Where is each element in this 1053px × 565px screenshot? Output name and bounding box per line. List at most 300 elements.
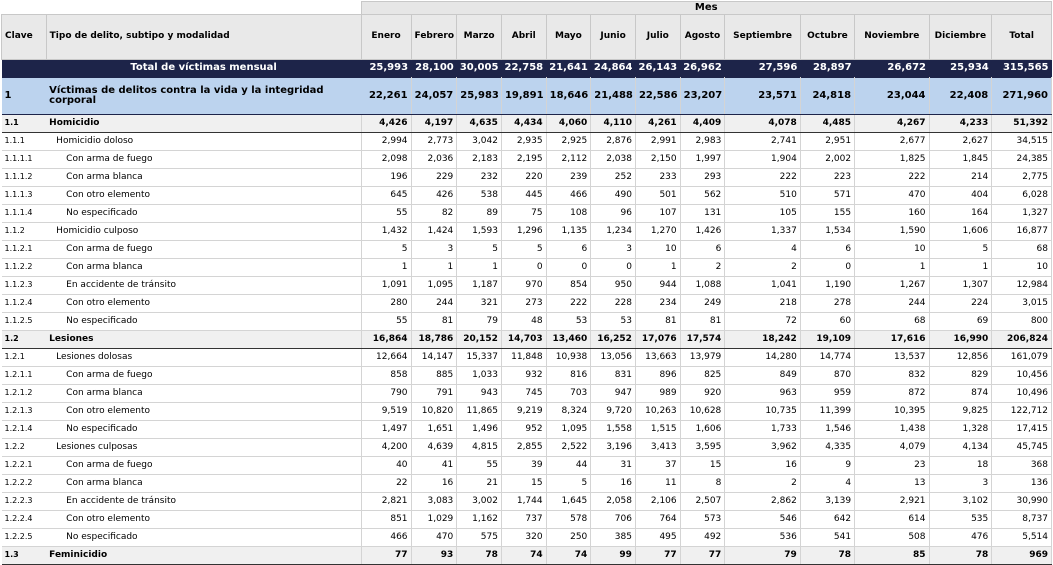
value-cell: 4,060 <box>546 115 591 133</box>
total-value-cell: 28,100 <box>411 60 457 78</box>
value-cell: 244 <box>855 295 929 313</box>
value-cell: 832 <box>855 367 929 385</box>
value-cell: 77 <box>635 547 680 565</box>
value-cell: 18,242 <box>725 331 801 349</box>
value-cell: 78 <box>929 547 992 565</box>
table-row <box>2 313 1052 331</box>
category-value-cell: 22,408 <box>929 78 992 115</box>
category-value-cell: 23,044 <box>855 78 929 115</box>
month-header-7: Agosto <box>680 15 725 60</box>
value-cell: 4,639 <box>411 439 457 457</box>
value-cell: 1,744 <box>501 493 546 511</box>
value-cell: 8,324 <box>546 403 591 421</box>
tipo-cell: Con otro elemento <box>46 187 361 205</box>
value-cell: 11,865 <box>457 403 502 421</box>
clave-cell: 1.1.1 <box>2 133 47 151</box>
value-cell: 885 <box>411 367 457 385</box>
value-cell: 48 <box>501 313 546 331</box>
month-header-5: Junio <box>591 15 636 60</box>
clave-cell: 1.1.1.3 <box>2 187 47 205</box>
value-cell: 2,983 <box>680 133 725 151</box>
value-cell: 10 <box>992 259 1052 277</box>
value-cell: 854 <box>546 277 591 295</box>
value-cell: 10 <box>855 241 929 259</box>
table-row <box>2 439 1052 457</box>
value-cell: 825 <box>680 367 725 385</box>
value-cell: 233 <box>635 169 680 187</box>
value-cell: 950 <box>591 277 636 295</box>
tipo-cell: Con arma blanca <box>46 385 361 403</box>
value-cell: 4,110 <box>591 115 636 133</box>
tipo-cell: Con arma blanca <box>46 169 361 187</box>
value-cell: 703 <box>546 385 591 403</box>
value-cell: 5 <box>929 241 992 259</box>
clave-cell: 1.2.1.4 <box>2 421 47 439</box>
value-cell: 2,058 <box>591 493 636 511</box>
clave-cell: 1.2 <box>2 331 47 349</box>
value-cell: 81 <box>680 313 725 331</box>
value-cell: 510 <box>725 187 801 205</box>
value-cell: 1 <box>635 259 680 277</box>
value-cell: 2,935 <box>501 133 546 151</box>
value-cell: 2,862 <box>725 493 801 511</box>
value-cell: 2,522 <box>546 439 591 457</box>
tipo-cell: Con otro elemento <box>46 403 361 421</box>
tipo-cell: Homicidio <box>46 115 361 133</box>
value-cell: 1,904 <box>725 151 801 169</box>
value-cell: 9,825 <box>929 403 992 421</box>
value-cell: 368 <box>992 457 1052 475</box>
value-cell: 16,252 <box>591 331 636 349</box>
value-cell: 4,078 <box>725 115 801 133</box>
value-cell: 959 <box>800 385 854 403</box>
value-cell: 1,645 <box>546 493 591 511</box>
value-cell: 858 <box>361 367 411 385</box>
value-cell: 16,877 <box>992 223 1052 241</box>
victims-table <box>1 1 1052 565</box>
clave-cell: 1.2.1.2 <box>2 385 47 403</box>
value-cell: 12,664 <box>361 349 411 367</box>
total-value-cell: 26,962 <box>680 60 725 78</box>
total-value-cell: 26,143 <box>635 60 680 78</box>
clave-cell: 1.1.1.2 <box>2 169 47 187</box>
value-cell: 9 <box>800 457 854 475</box>
value-cell: 3,413 <box>635 439 680 457</box>
value-cell: 1,606 <box>929 223 992 241</box>
value-cell: 1,328 <box>929 421 992 439</box>
value-cell: 74 <box>501 547 546 565</box>
value-cell: 13,663 <box>635 349 680 367</box>
value-cell: 1 <box>855 259 929 277</box>
value-cell: 122,712 <box>992 403 1052 421</box>
value-cell: 6 <box>800 241 854 259</box>
value-cell: 41 <box>411 457 457 475</box>
clave-cell: 1.2.2.1 <box>2 457 47 475</box>
value-cell: 573 <box>680 511 725 529</box>
tipo-cell: No especificado <box>46 421 361 439</box>
value-cell: 45,745 <box>992 439 1052 457</box>
clave-cell: 1.2.2.5 <box>2 529 47 547</box>
month-header-8: Septiembre <box>725 15 801 60</box>
value-cell: 39 <box>501 457 546 475</box>
value-cell: 1,438 <box>855 421 929 439</box>
value-cell: 9,519 <box>361 403 411 421</box>
value-cell: 17,574 <box>680 331 725 349</box>
value-cell: 3,139 <box>800 493 854 511</box>
value-cell: 829 <box>929 367 992 385</box>
total-value-cell: 24,864 <box>591 60 636 78</box>
value-cell: 1,029 <box>411 511 457 529</box>
table-row <box>2 277 1052 295</box>
value-cell: 575 <box>457 529 502 547</box>
tipo-cell: Feminicidio <box>46 547 361 565</box>
table-row <box>2 133 1052 151</box>
value-cell: 4 <box>725 241 801 259</box>
value-cell: 1,497 <box>361 421 411 439</box>
value-cell: 249 <box>680 295 725 313</box>
value-cell: 4,815 <box>457 439 502 457</box>
value-cell: 155 <box>800 205 854 223</box>
value-cell: 536 <box>725 529 801 547</box>
value-cell: 161,079 <box>992 349 1052 367</box>
value-cell: 1,496 <box>457 421 502 439</box>
total-value-cell: 30,005 <box>457 60 502 78</box>
value-cell: 55 <box>457 457 502 475</box>
value-cell: 10,628 <box>680 403 725 421</box>
month-header-10: Noviembre <box>855 15 929 60</box>
value-cell: 30,990 <box>992 493 1052 511</box>
value-cell: 19,109 <box>800 331 854 349</box>
value-cell: 93 <box>411 547 457 565</box>
value-cell: 2,002 <box>800 151 854 169</box>
value-cell: 10,395 <box>855 403 929 421</box>
value-cell: 1,558 <box>591 421 636 439</box>
value-cell: 1,997 <box>680 151 725 169</box>
category-value-cell: 18,646 <box>546 78 591 115</box>
header-blank <box>2 2 362 15</box>
month-header-12: Total <box>992 15 1052 60</box>
value-cell: 2,876 <box>591 133 636 151</box>
value-cell: 224 <box>929 295 992 313</box>
value-cell: 12,984 <box>992 277 1052 295</box>
table-row <box>2 169 1052 187</box>
value-cell: 11 <box>635 475 680 493</box>
value-cell: 495 <box>635 529 680 547</box>
value-cell: 78 <box>457 547 502 565</box>
value-cell: 15 <box>501 475 546 493</box>
value-cell: 2 <box>725 475 801 493</box>
table-row <box>2 547 1052 565</box>
value-cell: 3,015 <box>992 295 1052 313</box>
value-cell: 2,112 <box>546 151 591 169</box>
value-cell: 3 <box>411 241 457 259</box>
value-cell: 1,733 <box>725 421 801 439</box>
value-cell: 10,938 <box>546 349 591 367</box>
value-cell: 1,041 <box>725 277 801 295</box>
month-header-9: Octubre <box>800 15 854 60</box>
value-cell: 2,098 <box>361 151 411 169</box>
value-cell: 220 <box>501 169 546 187</box>
tipo-header: Tipo de delito, subtipo y modalidad <box>46 15 361 60</box>
value-cell: 969 <box>992 547 1052 565</box>
value-cell: 470 <box>411 529 457 547</box>
value-cell: 963 <box>725 385 801 403</box>
value-cell: 1,534 <box>800 223 854 241</box>
tipo-cell: Con arma de fuego <box>46 367 361 385</box>
value-cell: 244 <box>411 295 457 313</box>
value-cell: 3,042 <box>457 133 502 151</box>
value-cell: 9,720 <box>591 403 636 421</box>
value-cell: 737 <box>501 511 546 529</box>
value-cell: 239 <box>546 169 591 187</box>
clave-cell: 1.1.1.4 <box>2 205 47 223</box>
value-cell: 2,150 <box>635 151 680 169</box>
table-row <box>2 205 1052 223</box>
value-cell: 764 <box>635 511 680 529</box>
value-cell: 69 <box>929 313 992 331</box>
value-cell: 1,515 <box>635 421 680 439</box>
value-cell: 538 <box>457 187 502 205</box>
value-cell: 222 <box>546 295 591 313</box>
value-cell: 535 <box>929 511 992 529</box>
category-value-cell: 271,960 <box>992 78 1052 115</box>
value-cell: 2,106 <box>635 493 680 511</box>
category-value-cell: 22,586 <box>635 78 680 115</box>
value-cell: 2 <box>680 259 725 277</box>
month-group-header: Mes <box>361 2 1051 15</box>
value-cell: 1,234 <box>591 223 636 241</box>
value-cell: 8,737 <box>992 511 1052 529</box>
value-cell: 250 <box>546 529 591 547</box>
value-cell: 232 <box>457 169 502 187</box>
clave-header: Clave <box>2 15 47 60</box>
value-cell: 4 <box>800 475 854 493</box>
value-cell: 17,616 <box>855 331 929 349</box>
value-cell: 5 <box>361 241 411 259</box>
value-cell: 2,994 <box>361 133 411 151</box>
clave-cell: 1.2.2.4 <box>2 511 47 529</box>
value-cell: 14,774 <box>800 349 854 367</box>
value-cell: 2,775 <box>992 169 1052 187</box>
value-cell: 2,821 <box>361 493 411 511</box>
value-cell: 0 <box>546 259 591 277</box>
value-cell: 3,962 <box>725 439 801 457</box>
value-cell: 5,514 <box>992 529 1052 547</box>
value-cell: 51,392 <box>992 115 1052 133</box>
month-header-11: Diciembre <box>929 15 992 60</box>
value-cell: 932 <box>501 367 546 385</box>
table-row <box>2 187 1052 205</box>
tipo-cell: Lesiones culposas <box>46 439 361 457</box>
value-cell: 15 <box>680 457 725 475</box>
value-cell: 614 <box>855 511 929 529</box>
value-cell: 89 <box>457 205 502 223</box>
value-cell: 492 <box>680 529 725 547</box>
table-header <box>2 2 1052 60</box>
value-cell: 77 <box>680 547 725 565</box>
value-cell: 445 <box>501 187 546 205</box>
month-header-3: Abril <box>501 15 546 60</box>
category-value-cell: 22,261 <box>361 78 411 115</box>
value-cell: 1 <box>411 259 457 277</box>
value-cell: 2,951 <box>800 133 854 151</box>
value-cell: 37 <box>635 457 680 475</box>
value-cell: 466 <box>361 529 411 547</box>
value-cell: 874 <box>929 385 992 403</box>
value-cell: 2,036 <box>411 151 457 169</box>
value-cell: 508 <box>855 529 929 547</box>
value-cell: 1,546 <box>800 421 854 439</box>
value-cell: 1,307 <box>929 277 992 295</box>
value-cell: 105 <box>725 205 801 223</box>
table-row <box>2 403 1052 421</box>
value-cell: 745 <box>501 385 546 403</box>
value-cell: 222 <box>855 169 929 187</box>
clave-cell: 1.2.1.3 <box>2 403 47 421</box>
month-header-6: Julio <box>635 15 680 60</box>
value-cell: 470 <box>855 187 929 205</box>
total-clave-cell <box>2 60 47 78</box>
value-cell: 44 <box>546 457 591 475</box>
value-cell: 223 <box>800 169 854 187</box>
value-cell: 1 <box>457 259 502 277</box>
value-cell: 1,091 <box>361 277 411 295</box>
clave-cell: 1.2.2 <box>2 439 47 457</box>
value-cell: 20,152 <box>457 331 502 349</box>
value-cell: 53 <box>591 313 636 331</box>
value-cell: 1,033 <box>457 367 502 385</box>
value-cell: 1,426 <box>680 223 725 241</box>
value-cell: 1,651 <box>411 421 457 439</box>
tipo-cell: Con arma de fuego <box>46 151 361 169</box>
table-row <box>2 529 1052 547</box>
value-cell: 0 <box>501 259 546 277</box>
value-cell: 2 <box>725 259 801 277</box>
value-cell: 72 <box>725 313 801 331</box>
value-cell: 196 <box>361 169 411 187</box>
total-value-cell: 25,934 <box>929 60 992 78</box>
value-cell: 970 <box>501 277 546 295</box>
clave-cell: 1.1.2.2 <box>2 259 47 277</box>
value-cell: 2,773 <box>411 133 457 151</box>
tipo-cell: Homicidio culposo <box>46 223 361 241</box>
tipo-cell: Con otro elemento <box>46 295 361 313</box>
total-value-cell: 25,993 <box>361 60 411 78</box>
value-cell: 79 <box>457 313 502 331</box>
value-cell: 4,267 <box>855 115 929 133</box>
value-cell: 4,233 <box>929 115 992 133</box>
table-row <box>2 115 1052 133</box>
clave-cell: 1.1.2.5 <box>2 313 47 331</box>
value-cell: 6 <box>546 241 591 259</box>
value-cell: 229 <box>411 169 457 187</box>
value-cell: 546 <box>725 511 801 529</box>
value-cell: 9,219 <box>501 403 546 421</box>
value-cell: 4,134 <box>929 439 992 457</box>
value-cell: 60 <box>800 313 854 331</box>
tipo-cell: Homicidio doloso <box>46 133 361 151</box>
value-cell: 944 <box>635 277 680 295</box>
value-cell: 10 <box>635 241 680 259</box>
value-cell: 1,270 <box>635 223 680 241</box>
value-cell: 18 <box>929 457 992 475</box>
value-cell: 131 <box>680 205 725 223</box>
category-value-cell: 25,983 <box>457 78 502 115</box>
table-row <box>2 493 1052 511</box>
value-cell: 13 <box>855 475 929 493</box>
value-cell: 1,296 <box>501 223 546 241</box>
value-cell: 0 <box>591 259 636 277</box>
value-cell: 68 <box>855 313 929 331</box>
value-cell: 4,635 <box>457 115 502 133</box>
value-cell: 385 <box>591 529 636 547</box>
clave-cell: 1.2.2.3 <box>2 493 47 511</box>
value-cell: 2,855 <box>501 439 546 457</box>
table-row <box>2 457 1052 475</box>
total-value-cell: 26,672 <box>855 60 929 78</box>
value-cell: 68 <box>992 241 1052 259</box>
value-cell: 4,079 <box>855 439 929 457</box>
table-body <box>2 60 1052 565</box>
value-cell: 16 <box>411 475 457 493</box>
value-cell: 53 <box>546 313 591 331</box>
value-cell: 77 <box>361 547 411 565</box>
value-cell: 1,095 <box>546 421 591 439</box>
value-cell: 1,845 <box>929 151 992 169</box>
table-row <box>2 385 1052 403</box>
value-cell: 947 <box>591 385 636 403</box>
category-label: Víctimas de delitos contra la vida y la integridad corporal <box>46 78 361 115</box>
value-cell: 2,627 <box>929 133 992 151</box>
value-cell: 13,537 <box>855 349 929 367</box>
value-cell: 1,606 <box>680 421 725 439</box>
value-cell: 34,515 <box>992 133 1052 151</box>
table-row <box>2 241 1052 259</box>
value-cell: 1,267 <box>855 277 929 295</box>
category-row <box>2 78 1052 115</box>
value-cell: 1,187 <box>457 277 502 295</box>
value-cell: 82 <box>411 205 457 223</box>
value-cell: 74 <box>546 547 591 565</box>
category-value-cell: 24,818 <box>800 78 854 115</box>
value-cell: 160 <box>855 205 929 223</box>
value-cell: 1,327 <box>992 205 1052 223</box>
tipo-cell: Lesiones <box>46 331 361 349</box>
value-cell: 426 <box>411 187 457 205</box>
table-row <box>2 511 1052 529</box>
value-cell: 0 <box>800 259 854 277</box>
total-label: Total de víctimas mensual <box>46 60 361 78</box>
value-cell: 3,083 <box>411 493 457 511</box>
value-cell: 4,197 <box>411 115 457 133</box>
tipo-cell: En accidente de tránsito <box>46 493 361 511</box>
value-cell: 1,190 <box>800 277 854 295</box>
value-cell: 4,434 <box>501 115 546 133</box>
value-cell: 1,593 <box>457 223 502 241</box>
value-cell: 10,735 <box>725 403 801 421</box>
value-cell: 404 <box>929 187 992 205</box>
table-row <box>2 223 1052 241</box>
category-value-cell: 23,207 <box>680 78 725 115</box>
value-cell: 164 <box>929 205 992 223</box>
value-cell: 1,590 <box>855 223 929 241</box>
value-cell: 5 <box>546 475 591 493</box>
month-header-2: Marzo <box>457 15 502 60</box>
value-cell: 562 <box>680 187 725 205</box>
monthly-total-row <box>2 60 1052 78</box>
value-cell: 3,102 <box>929 493 992 511</box>
clave-cell: 1.1 <box>2 115 47 133</box>
